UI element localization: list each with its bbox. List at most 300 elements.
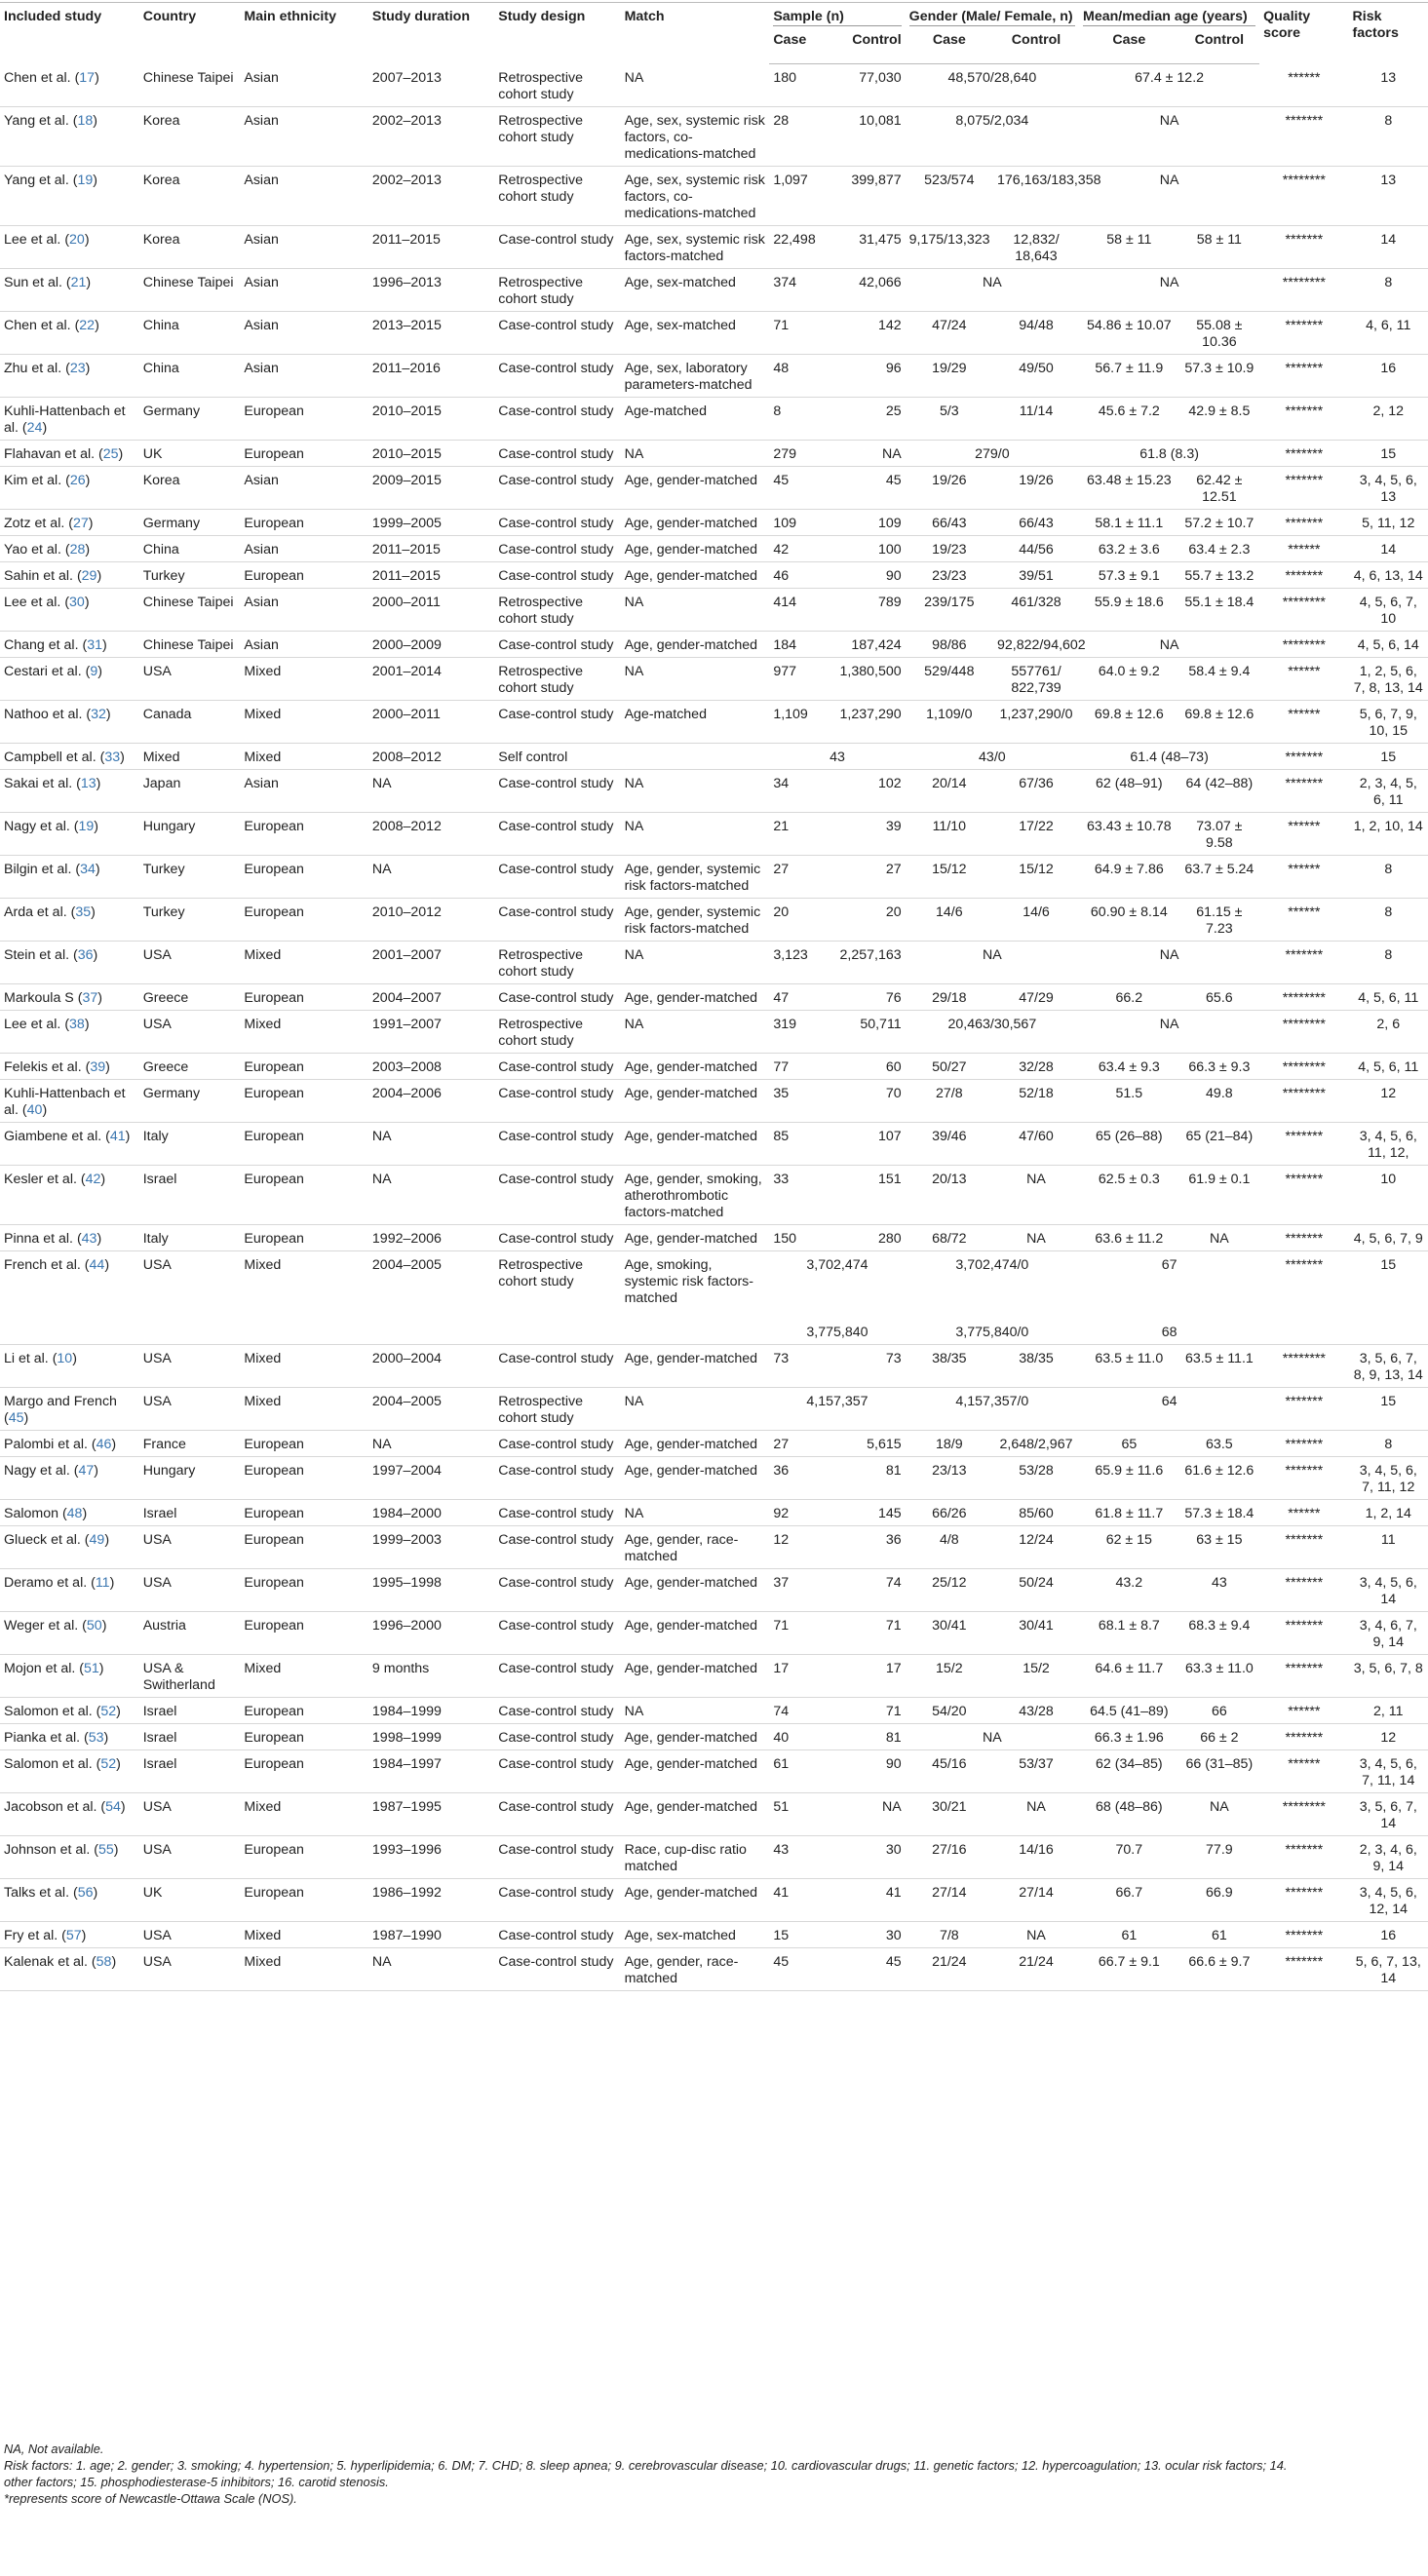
study-name: Kesler et al.	[4, 1171, 77, 1187]
cell-quality	[1259, 588, 1348, 631]
cell-age-control	[1179, 1079, 1260, 1122]
cell-age-control	[1179, 1122, 1260, 1165]
cell-duration	[368, 561, 494, 588]
match: Age, gender-matched	[624, 1729, 758, 1746]
cell-duration	[368, 106, 494, 166]
gender-control: NA	[1026, 1798, 1046, 1815]
quality-score: *******	[1285, 445, 1324, 462]
ethnicity: European	[244, 989, 304, 1006]
cell-sample-control	[829, 1344, 906, 1387]
cell-ethnicity	[240, 1250, 368, 1344]
cell-duration	[368, 1525, 494, 1568]
age-control: 57.3 ± 10.9	[1184, 360, 1254, 376]
risk-factors: 3, 4, 6, 7, 9, 14	[1359, 1617, 1417, 1650]
cell-risk	[1349, 1749, 1428, 1792]
design: Case-control study	[498, 636, 614, 653]
cell-duration	[368, 1344, 494, 1387]
country: Korea	[142, 231, 180, 248]
cell-study: Nagy et al. (47)	[0, 1456, 139, 1499]
study-name: Weger et al.	[4, 1617, 79, 1634]
reference-link[interactable]: 53	[88, 1729, 104, 1746]
cell-match	[621, 855, 770, 898]
cell-country	[139, 1430, 241, 1456]
risk-factors: 2, 6	[1376, 1016, 1401, 1032]
study-name: Kim et al.	[4, 472, 62, 488]
cell-age-case	[1079, 1947, 1179, 1990]
reference-link[interactable]: 55	[98, 1841, 114, 1858]
country: Israel	[142, 1505, 177, 1521]
reference-link[interactable]: 22	[79, 317, 96, 333]
cell-gender-case	[906, 1430, 993, 1456]
sample-control: 142	[878, 317, 902, 333]
gender-case: 30/41	[932, 1617, 967, 1634]
cell-design	[494, 1878, 620, 1921]
cell-duration	[368, 1387, 494, 1430]
duration: 2001–2014	[371, 663, 442, 679]
age-case: 64.6 ± 11.7	[1095, 1660, 1164, 1676]
cell-risk	[1349, 509, 1428, 535]
reference-link[interactable]: 45	[8, 1409, 24, 1426]
reference-link[interactable]: 17	[79, 69, 96, 86]
cell-quality	[1259, 1792, 1348, 1835]
cell-gender	[906, 440, 1079, 466]
country: Korea	[142, 172, 180, 188]
cell-gender-control	[993, 898, 1079, 941]
cell-gender-control	[993, 1344, 1079, 1387]
cell-ethnicity	[240, 535, 368, 561]
cell-duration	[368, 631, 494, 657]
cell-duration	[368, 1921, 494, 1947]
table-row	[0, 812, 1428, 855]
gender-combined-2: 3,775,840/0	[955, 1324, 1029, 1340]
age-case: 68 (48–86)	[1096, 1798, 1163, 1815]
reference-link[interactable]: 48	[66, 1505, 83, 1521]
duration: 2003–2008	[371, 1058, 442, 1075]
reference-link[interactable]: 30	[69, 594, 85, 610]
quality-score: *******	[1285, 403, 1324, 419]
cell-match	[621, 1921, 770, 1947]
age-control: 55.7 ± 13.2	[1184, 567, 1254, 584]
reference-link[interactable]: 34	[80, 861, 96, 877]
cell-gender	[906, 268, 1079, 311]
cell-country	[139, 631, 241, 657]
cell-ethnicity	[240, 561, 368, 588]
table-row	[0, 268, 1428, 311]
cell-study: Yao et al. (28)	[0, 535, 139, 561]
cell-sample-case	[769, 535, 828, 561]
risk-factors: 14	[1380, 541, 1397, 557]
cell-ethnicity	[240, 440, 368, 466]
reference-link[interactable]: 24	[26, 419, 43, 436]
reference-link[interactable]: 10	[57, 1350, 73, 1366]
sample-case: 37	[773, 1574, 790, 1591]
cell-quality	[1259, 1250, 1348, 1344]
risk-factors: 2, 12	[1372, 403, 1405, 419]
table-row	[0, 1010, 1428, 1053]
country: China	[142, 360, 179, 376]
cell-gender-case	[906, 657, 993, 700]
reference-link[interactable]: 49	[89, 1531, 105, 1548]
cell-duration	[368, 225, 494, 268]
gender-case: 66/43	[932, 515, 967, 531]
cell-age-control	[1179, 561, 1260, 588]
gender-control: 17/22	[1019, 818, 1054, 834]
reference-link[interactable]: 9	[90, 663, 98, 679]
study-name: Zotz et al.	[4, 515, 65, 531]
cell-ethnicity	[240, 106, 368, 166]
match: Age, gender, systemic risk factors-matched	[624, 904, 761, 937]
country: Greece	[142, 1058, 189, 1075]
cell-country	[139, 941, 241, 983]
cell-age-control	[1179, 769, 1260, 812]
cell-duration	[368, 1079, 494, 1122]
cell-design	[494, 1079, 620, 1122]
cell-quality	[1259, 1165, 1348, 1224]
cell-ethnicity	[240, 631, 368, 657]
country: USA	[142, 1927, 172, 1943]
design: Case-control study	[498, 1230, 614, 1247]
cell-age-case	[1079, 1878, 1179, 1921]
cell-country	[139, 1079, 241, 1122]
study-name: Zhu et al.	[4, 360, 62, 376]
ethnicity: European	[244, 904, 304, 920]
cell-match	[621, 1878, 770, 1921]
cell-match	[621, 311, 770, 354]
cell-design	[494, 166, 620, 225]
table-row	[0, 1568, 1428, 1611]
reference-link[interactable]: 52	[100, 1703, 117, 1719]
age-combined: 67	[1161, 1256, 1177, 1273]
cell-age-control	[1179, 1723, 1260, 1749]
reference-link[interactable]: 58	[96, 1953, 112, 1970]
age-case: 45.6 ± 7.2	[1098, 403, 1160, 419]
age-case: 63.2 ± 3.6	[1098, 541, 1160, 557]
cell-sample-control	[829, 1430, 906, 1456]
cell-match	[621, 1430, 770, 1456]
risk-factors: 8	[1384, 112, 1393, 129]
reference-link[interactable]: 40	[26, 1101, 43, 1118]
cell-gender-case	[906, 1921, 993, 1947]
reference-link[interactable]: 28	[69, 541, 86, 557]
age-control: 66.6 ± 9.7	[1188, 1953, 1251, 1970]
duration: 9 months	[371, 1660, 430, 1676]
cell-study: Mojon et al. (51)	[0, 1654, 139, 1697]
quality-score: *******	[1285, 1393, 1324, 1409]
reference-link[interactable]: 23	[69, 360, 86, 376]
country: Israel	[142, 1703, 177, 1719]
cell-match	[621, 64, 770, 107]
cell-age-case	[1079, 855, 1179, 898]
reference-link[interactable]: 46	[96, 1436, 112, 1452]
cell-design	[494, 1122, 620, 1165]
cell-age	[1079, 440, 1259, 466]
cell-match	[621, 1654, 770, 1697]
cell-sample-control	[829, 311, 906, 354]
duration: 2004–2005	[371, 1393, 442, 1409]
table-row	[0, 1430, 1428, 1456]
cell-sample-control	[829, 1122, 906, 1165]
cell-quality	[1259, 1525, 1348, 1568]
reference-link[interactable]: 18	[77, 112, 94, 129]
cell-match	[621, 440, 770, 466]
gender-case: 25/12	[932, 1574, 967, 1591]
risk-factors: 10	[1380, 1171, 1397, 1187]
cell-design	[494, 700, 620, 743]
reference-link[interactable]: 29	[81, 567, 97, 584]
reference-link[interactable]: 19	[77, 172, 94, 188]
reference-link[interactable]: 51	[84, 1660, 99, 1676]
risk-factors: 8	[1384, 274, 1393, 290]
sample-case: 27	[773, 1436, 790, 1452]
cell-sample-case	[769, 1165, 828, 1224]
ethnicity: European	[244, 567, 304, 584]
age-control: 66 ± 2	[1200, 1729, 1239, 1746]
sample-case: 28	[773, 112, 790, 129]
sample-case: 319	[773, 1016, 796, 1032]
sample-case: 17	[773, 1660, 790, 1676]
cell-age	[1079, 743, 1259, 769]
cell-quality	[1259, 812, 1348, 855]
cell-sample-case	[769, 1010, 828, 1053]
cell-study: Kalenak et al. (58)	[0, 1947, 139, 1990]
cell-study: Kim et al. (26)	[0, 466, 139, 509]
cell-gender-case	[906, 1053, 993, 1079]
cell-duration	[368, 1430, 494, 1456]
cell-sample-case	[769, 1654, 828, 1697]
reference-link[interactable]: 39	[90, 1058, 106, 1075]
country: Germany	[142, 1085, 201, 1101]
age-case: 55.9 ± 18.6	[1094, 594, 1164, 610]
cell-sample-control	[829, 1835, 906, 1878]
cell-sample-control	[829, 1456, 906, 1499]
age-control: 65.6	[1206, 989, 1233, 1006]
gender-control: 38/35	[1019, 1350, 1054, 1366]
cell-age-case	[1079, 1525, 1179, 1568]
cell-ethnicity	[240, 1430, 368, 1456]
ethnicity: European	[244, 1436, 304, 1452]
cell-age-control	[1179, 1568, 1260, 1611]
reference-link[interactable]: 52	[100, 1755, 117, 1772]
ethnicity: European	[244, 1085, 304, 1101]
cell-sample	[769, 1250, 905, 1344]
cell-risk	[1349, 631, 1428, 657]
gender-control: 53/28	[1019, 1462, 1054, 1479]
cell-study: Zhu et al. (23)	[0, 354, 139, 397]
cell-match	[621, 657, 770, 700]
gender-case: 18/9	[936, 1436, 963, 1452]
reference-link[interactable]: 56	[77, 1884, 94, 1901]
cell-study: Jacobson et al. (54)	[0, 1792, 139, 1835]
table-row	[0, 1654, 1428, 1697]
ethnicity: European	[244, 1729, 304, 1746]
age-control: 69.8 ± 12.6	[1184, 706, 1254, 722]
age-control: 63.3 ± 11.0	[1184, 1660, 1254, 1676]
cell-design	[494, 898, 620, 941]
cell-ethnicity	[240, 1697, 368, 1723]
match: Age, gender-matched	[624, 472, 758, 488]
duration: 2007–2013	[371, 69, 442, 86]
reference-link[interactable]: 31	[87, 636, 102, 653]
cell-age	[1079, 268, 1259, 311]
reference-link[interactable]: 47	[78, 1462, 95, 1479]
cell-age-case	[1079, 354, 1179, 397]
gender-control: NA	[1026, 1230, 1046, 1247]
gender-control: 50/24	[1019, 1574, 1054, 1591]
reference-link[interactable]: 27	[72, 515, 89, 531]
cell-sample-case	[769, 855, 828, 898]
age-case: 66.2	[1115, 989, 1143, 1006]
footnote-nos: *represents score of Newcastle-Ottawa Scale (NOS).	[4, 2491, 297, 2506]
age-combined: 64	[1161, 1393, 1177, 1409]
table-row	[0, 1749, 1428, 1792]
ethnicity: Mixed	[244, 749, 282, 765]
cell-design	[494, 657, 620, 700]
design: Case-control study	[498, 541, 614, 557]
country: USA	[142, 1841, 172, 1858]
cell-match	[621, 397, 770, 440]
study-name: Felekis et al.	[4, 1058, 82, 1075]
cell-country	[139, 440, 241, 466]
reference-link[interactable]: 50	[86, 1617, 102, 1634]
cell-risk	[1349, 588, 1428, 631]
reference-link[interactable]: 54	[105, 1798, 121, 1815]
cell-age-control	[1179, 1947, 1260, 1990]
cell-quality	[1259, 1499, 1348, 1525]
cell-age-case	[1079, 657, 1179, 700]
country: USA	[142, 663, 172, 679]
study-name: Chang et al.	[4, 636, 79, 653]
reference-link[interactable]: 37	[82, 989, 98, 1006]
cell-design	[494, 1568, 620, 1611]
cell-ethnicity	[240, 311, 368, 354]
table-row	[0, 1499, 1428, 1525]
reference-link[interactable]: 43	[81, 1230, 97, 1247]
age-control: 58.4 ± 9.4	[1188, 663, 1251, 679]
quality-score: ******	[1288, 861, 1321, 877]
age-control: 66	[1211, 1703, 1227, 1719]
ethnicity: Mixed	[244, 946, 282, 963]
cell-duration	[368, 743, 494, 769]
country: USA	[142, 1350, 172, 1366]
design: Retrospective cohort study	[498, 1016, 583, 1049]
cell-age-case	[1079, 1165, 1179, 1224]
reference-link[interactable]: 13	[80, 775, 96, 791]
reference-link[interactable]: 35	[75, 904, 92, 920]
reference-link[interactable]: 38	[69, 1016, 85, 1032]
ethnicity: Asian	[244, 541, 279, 557]
reference-link[interactable]: 25	[102, 445, 119, 462]
age-case: 65.9 ± 11.6	[1095, 1462, 1164, 1479]
quality-score: *******	[1285, 1462, 1324, 1479]
cell-age-case	[1079, 1499, 1179, 1525]
reference-link[interactable]: 44	[89, 1256, 105, 1273]
match: Age, gender, smoking, atherothrombotic factors-matched	[624, 1171, 762, 1220]
reference-link[interactable]: 41	[109, 1128, 126, 1144]
duration: 2008–2012	[371, 818, 442, 834]
cell-ethnicity	[240, 466, 368, 509]
quality-score: *******	[1285, 1128, 1324, 1144]
reference-link[interactable]: 20	[69, 231, 85, 248]
cell-ethnicity	[240, 397, 368, 440]
cell-design	[494, 1387, 620, 1430]
match: Age, gender-matched	[624, 1462, 758, 1479]
sample-control: 81	[885, 1729, 902, 1746]
cell-quality	[1259, 466, 1348, 509]
reference-link[interactable]: 21	[70, 274, 87, 290]
study-name: Chen et al.	[4, 317, 71, 333]
age-case: 61	[1121, 1927, 1138, 1943]
ethnicity: Mixed	[244, 706, 282, 722]
cell-gender-control	[993, 1499, 1079, 1525]
cell-country	[139, 769, 241, 812]
cell-quality	[1259, 1344, 1348, 1387]
cell-quality	[1259, 535, 1348, 561]
cell-country	[139, 1568, 241, 1611]
reference-link[interactable]: 36	[77, 946, 94, 963]
cell-ethnicity	[240, 225, 368, 268]
design: Case-control study	[498, 515, 614, 531]
quality-score: *******	[1285, 1171, 1324, 1187]
cell-age-control	[1179, 1053, 1260, 1079]
age-control: 68.3 ± 9.4	[1188, 1617, 1251, 1634]
gender-case: 23/23	[932, 567, 967, 584]
duration: 2001–2007	[371, 946, 442, 963]
study-characteristics-table	[0, 2, 1428, 1991]
cell-gender-case	[906, 1697, 993, 1723]
reference-link[interactable]: 32	[91, 706, 106, 722]
table-row	[0, 983, 1428, 1010]
reference-link[interactable]: 33	[104, 749, 121, 765]
cell-gender-case	[906, 1568, 993, 1611]
quality-score: ********	[1282, 1085, 1326, 1101]
sample-control: 31,475	[859, 231, 902, 248]
duration: NA	[371, 1171, 392, 1187]
cell-gender	[906, 1250, 1079, 1344]
sample-control: 36	[885, 1531, 902, 1548]
age-control: 63.7 ± 5.24	[1184, 861, 1254, 877]
cell-study: Deramo et al. (11)	[0, 1568, 139, 1611]
table-row	[0, 1947, 1428, 1990]
cell-sample-control	[829, 535, 906, 561]
cell-risk	[1349, 106, 1428, 166]
table-row	[0, 1344, 1428, 1387]
reference-link[interactable]: 42	[85, 1171, 101, 1187]
age-combined: NA	[1159, 946, 1179, 963]
cell-gender-case	[906, 983, 993, 1010]
cell-risk	[1349, 1611, 1428, 1654]
sample-control: 45	[885, 472, 902, 488]
cell-age-control	[1179, 588, 1260, 631]
reference-link[interactable]: 11	[95, 1574, 110, 1591]
cell-duration	[368, 268, 494, 311]
reference-link[interactable]: 26	[69, 472, 86, 488]
cell-sample-case	[769, 1344, 828, 1387]
cell-quality	[1259, 631, 1348, 657]
cell-sample-case	[769, 1723, 828, 1749]
study-name: Lee et al.	[4, 1016, 61, 1032]
cell-ethnicity	[240, 64, 368, 107]
cell-age-control	[1179, 1878, 1260, 1921]
age-control: 63.5 ± 11.1	[1184, 1350, 1254, 1366]
cell-match	[621, 509, 770, 535]
cell-risk	[1349, 225, 1428, 268]
cell-sample	[769, 743, 905, 769]
cell-duration	[368, 1250, 494, 1344]
reference-link[interactable]: 57	[65, 1927, 82, 1943]
cell-age-control	[1179, 466, 1260, 509]
reference-link[interactable]: 19	[78, 818, 95, 834]
risk-factors: 13	[1380, 69, 1397, 86]
